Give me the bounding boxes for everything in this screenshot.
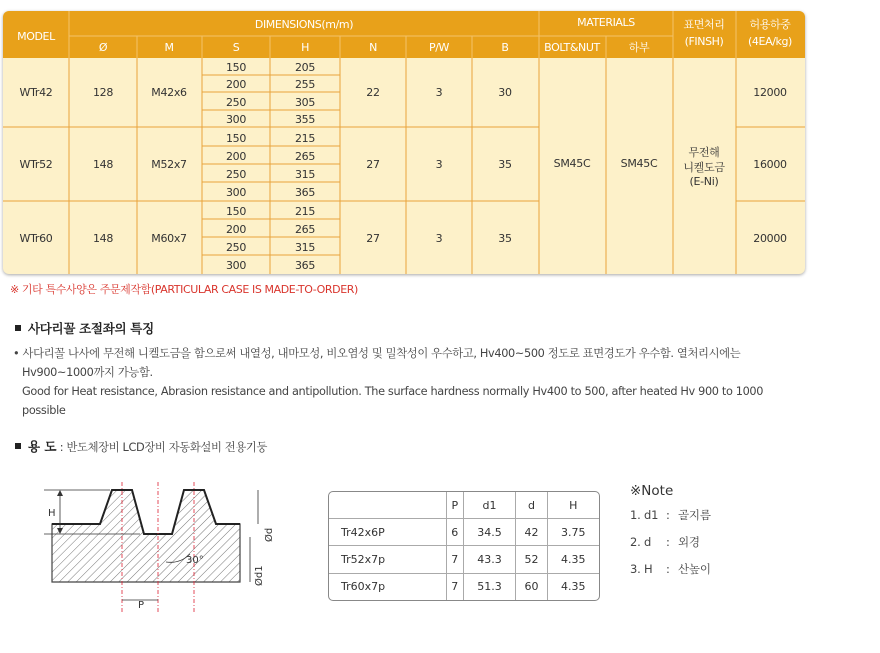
- note-value: 골지름: [678, 508, 711, 522]
- thread-header-blank: [329, 492, 446, 519]
- thread-spec-table: [328, 491, 600, 601]
- diagram-d1-label: Ød1: [254, 565, 265, 586]
- row2-n: 27: [366, 158, 380, 171]
- row2-pw: 3: [435, 158, 443, 171]
- table-row: [329, 546, 599, 573]
- row3-h2: 265: [294, 223, 316, 236]
- row2-load: 16000: [753, 158, 787, 171]
- table-row: [329, 519, 599, 546]
- row1-load: 12000: [753, 86, 787, 99]
- usage-line: [15, 436, 267, 455]
- header-model: MODEL: [17, 30, 55, 43]
- features-title: [15, 319, 154, 337]
- row3-n: 27: [366, 232, 380, 245]
- note-title: ※Note: [630, 483, 674, 499]
- thread-h: 3.75: [547, 519, 599, 546]
- header-finish-ko: 표면처리: [683, 18, 725, 31]
- thread-model: Tr42x6P: [329, 519, 446, 546]
- row3-s1: 150: [225, 205, 247, 218]
- thread-p: 6: [446, 519, 463, 546]
- note-value: 외경: [678, 535, 700, 549]
- diagram-p-label: P: [138, 600, 145, 611]
- row2-h1: 215: [294, 132, 316, 145]
- row3-m: M60x7: [151, 232, 187, 245]
- material-lower: SM45C: [620, 157, 658, 170]
- bullet-square-icon: [15, 325, 21, 331]
- thread-d: 52: [516, 546, 547, 573]
- row2-model: WTr52: [19, 158, 53, 171]
- row3-load: 20000: [753, 232, 787, 245]
- row3-s4: 300: [225, 259, 247, 272]
- header-load-en: (4EA/kg): [748, 35, 792, 48]
- row3-dia: 148: [92, 232, 114, 245]
- features-en-line1: Good for Heat resistance, Abrasion resistance and antipollution. The surface hardness normally Hv400 to 500, after heated Hv 900 to 1000: [22, 385, 764, 398]
- thread-header-p: P: [446, 492, 463, 519]
- row3-h4: 365: [294, 259, 316, 272]
- usage-text: : 반도체장비 LCD장비 자동화설비 전용기둥: [56, 441, 268, 454]
- features-description: [13, 344, 873, 420]
- features-ko-line2: Hv900~1000까지 가능함.: [22, 366, 153, 379]
- row1-dia: 128: [92, 86, 114, 99]
- header-dimensions: DIMENSIONS(m/m): [254, 18, 354, 31]
- row1-h2: 255: [294, 78, 316, 91]
- features-en-line2: possible: [22, 404, 66, 417]
- features-ko-line1: • 사다리꼴 나사에 무전해 니켈도금을 함으로써 내열성, 내마모성, 비오염성 및 밀착성이 우수하고, Hv400~500 정도로 표면경도가 우수함. 열처리시에는: [13, 347, 741, 360]
- finish-line2: 니켈도금: [683, 161, 725, 174]
- row2-b: 35: [498, 158, 512, 171]
- row1-pw: 3: [435, 86, 443, 99]
- row3-b: 35: [498, 232, 512, 245]
- row2-s1: 150: [225, 132, 247, 145]
- thread-model: Tr52x7p: [329, 546, 446, 573]
- subheader-m: M: [164, 41, 174, 54]
- note-key: 3. H: [630, 562, 653, 576]
- header-finish-en: (FINSH): [684, 35, 724, 48]
- thread-p: 7: [446, 546, 463, 573]
- row3-pw: 3: [435, 232, 443, 245]
- subheader-dia: Ø: [98, 41, 108, 54]
- row3-h1: 215: [294, 205, 316, 218]
- row1-h3: 305: [294, 96, 316, 109]
- row2-h4: 365: [294, 186, 316, 199]
- subheader-b: B: [501, 41, 509, 54]
- subheader-s: S: [232, 41, 240, 54]
- note-box: [630, 483, 711, 588]
- note-item: 3. H : 산높이: [630, 562, 711, 576]
- thread-d1: 43.3: [463, 546, 516, 573]
- row1-n: 22: [366, 86, 380, 99]
- material-bolt-nut: SM45C: [553, 157, 591, 170]
- row3-s3: 250: [225, 241, 247, 254]
- subheader-pw: P/W: [428, 41, 450, 54]
- row1-s4: 300: [225, 113, 247, 126]
- row1-model: WTr42: [19, 86, 53, 99]
- row1-m: M42x6: [151, 86, 187, 99]
- row2-s3: 250: [225, 168, 247, 181]
- thread-d: 42: [516, 519, 547, 546]
- row1-s3: 250: [225, 96, 247, 109]
- thread-p: 7: [446, 573, 463, 600]
- subheader-n: N: [369, 41, 377, 54]
- subheader-lower: 하부: [628, 41, 650, 54]
- row1-b: 30: [498, 86, 512, 99]
- row2-dia: 148: [92, 158, 114, 171]
- diagram-angle-label: 30°: [186, 555, 204, 566]
- row2-m: M52x7: [151, 158, 187, 171]
- thread-profile-diagram: [40, 482, 280, 614]
- table-row: [329, 573, 599, 600]
- features-title-text: 사다리꼴 조절좌의 특징: [28, 321, 154, 336]
- finish-line3: (E-Ni): [689, 175, 719, 188]
- thread-header-d1: d1: [463, 492, 516, 519]
- subheader-bolt-nut: BOLT&NUT: [544, 41, 600, 54]
- row3-model: WTr60: [19, 232, 53, 245]
- table-row: [329, 492, 599, 519]
- header-materials: MATERIALS: [577, 16, 635, 29]
- thread-d1: 34.5: [463, 519, 516, 546]
- thread-model: Tr60x7p: [329, 573, 446, 600]
- dimension-arrow-icon: [57, 490, 63, 496]
- thread-header-h: H: [547, 492, 599, 519]
- row1-h4: 355: [294, 113, 316, 126]
- thread-header-d: d: [516, 492, 547, 519]
- usage-label: 용 도: [28, 439, 57, 454]
- diagram-d-label: Ød: [264, 527, 275, 542]
- note-item: 2. d : 외경: [630, 535, 700, 549]
- row2-h3: 315: [294, 168, 316, 181]
- row2-s4: 300: [225, 186, 247, 199]
- subheader-h: H: [301, 41, 309, 54]
- row1-s2: 200: [225, 78, 247, 91]
- note-item: 1. d1 : 골지름: [630, 508, 711, 522]
- row1-h1: 205: [294, 61, 316, 74]
- diagram-h-label: H: [48, 508, 56, 519]
- row2-h2: 265: [294, 150, 316, 163]
- header-load-ko: 허용하중: [749, 18, 791, 31]
- finish-line1: 무전해: [688, 146, 720, 159]
- note-value: 산높이: [678, 562, 711, 576]
- bullet-square-icon: [15, 443, 21, 449]
- note-key: 2. d: [630, 535, 652, 549]
- row1-s1: 150: [225, 61, 247, 74]
- thread-d1: 51.3: [463, 573, 516, 600]
- thread-h: 4.35: [547, 573, 599, 600]
- row3-h3: 315: [294, 241, 316, 254]
- thread-h: 4.35: [547, 546, 599, 573]
- spec-table: [3, 11, 805, 274]
- note-key: 1. d1: [630, 508, 659, 522]
- thread-d: 60: [516, 573, 547, 600]
- row3-s2: 200: [225, 223, 247, 236]
- custom-order-remark: ※ 기타 특수사양은 주문제작함(PARTICULAR CASE IS MADE-TO-ORDER): [10, 283, 358, 296]
- row2-s2: 200: [225, 150, 247, 163]
